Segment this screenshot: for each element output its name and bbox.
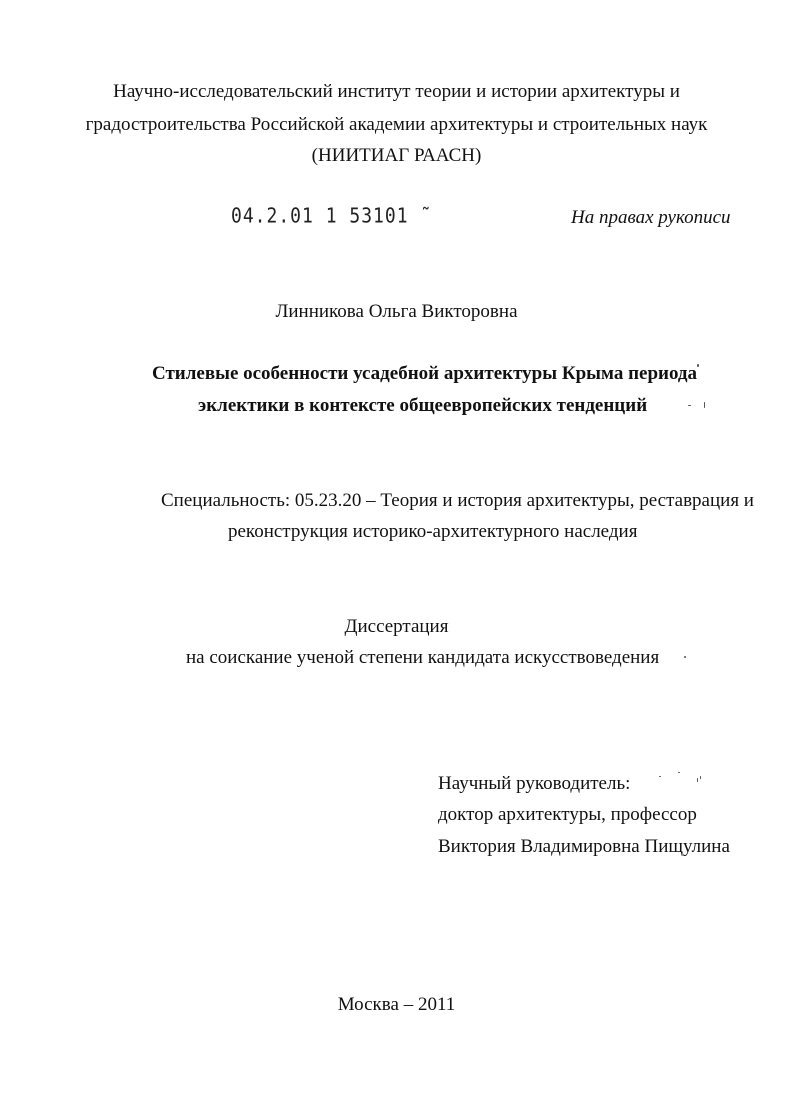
dissertation-title-line-2: эклектики в контексте общеевропейских тенденций: [198, 395, 648, 416]
supervisor-name: Виктория Владимировна Пищулина: [438, 836, 730, 857]
specialty-line-2: реконструкция историко-архитектурного наследия: [228, 521, 638, 542]
degree-sought: на соискание ученой степени кандидата искусствоведения: [186, 647, 660, 668]
supervisor-credentials: доктор архитектуры, профессор: [438, 804, 697, 825]
scan-speck: [659, 776, 661, 777]
scan-speck: [700, 776, 701, 779]
scan-speck: [678, 772, 680, 773]
institution-abbreviation: (НИИТИАГ РААСН): [311, 145, 482, 166]
scan-speck: [697, 778, 698, 782]
institution-line-1: Научно-исследовательский институт теории и истории архитектуры и: [113, 81, 680, 102]
scan-speck: [688, 405, 691, 406]
place-and-year: Москва – 2011: [337, 994, 456, 1015]
scan-speck: [697, 364, 699, 367]
institution-line-2: градостроительства Российской академии архитектуры и строительных наук: [85, 114, 708, 135]
supervisor-heading: Научный руководитель:: [438, 773, 631, 794]
specialty-line-1: Специальность: 05.23.20 – Теория и история архитектуры, реставрация и: [161, 490, 754, 511]
author-name: Линникова Ольга Викторовна: [275, 301, 518, 322]
manuscript-rights-note: На правах рукописи: [571, 207, 731, 228]
registration-stamp: 04.2.01 1 53101 ˜: [231, 204, 433, 229]
dissertation-title-line-1: Стилевые особенности усадебной архитектуры Крыма периода: [152, 363, 698, 384]
scan-speck: [704, 402, 705, 408]
scan-speck: [684, 656, 686, 658]
document-type: Диссертация: [344, 616, 449, 637]
